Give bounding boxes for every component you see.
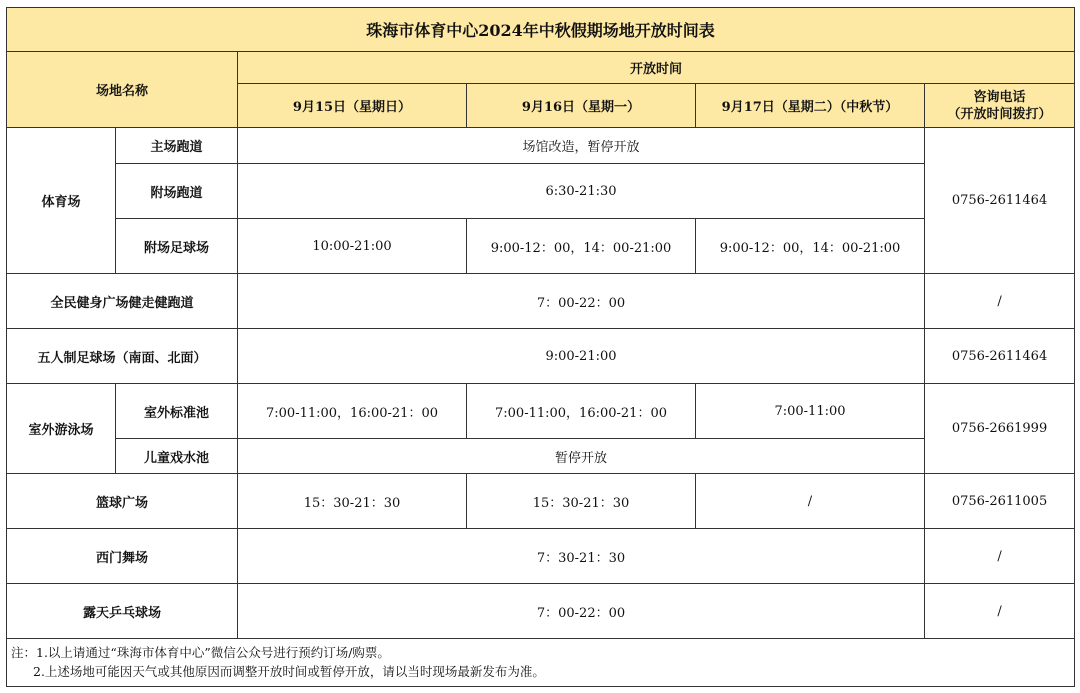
note-line-1: 注：1.以上请通过“珠海市体育中心”微信公众号进行预约订场/购票。	[11, 645, 390, 660]
outdoor-pool-phone: 0756-2661999	[925, 384, 1075, 474]
day1-header: 9月15日（星期日）	[238, 84, 467, 128]
west-gate-dance-time: 7：30-21：30	[238, 529, 925, 584]
sub-venue-main-track: 主场跑道	[116, 128, 238, 164]
venue-stadium: 体育场	[7, 128, 116, 274]
five-a-side-time: 9:00-21:00	[238, 329, 925, 384]
table-row	[7, 164, 1075, 219]
sub-venue-aux-track: 附场跑道	[116, 164, 238, 219]
table-row	[7, 529, 1075, 584]
main-track-time: 场馆改造，暂停开放	[238, 128, 925, 164]
table-row	[7, 439, 1075, 474]
venue-fitness-walkway: 全民健身广场健走健跑道	[7, 274, 238, 329]
day2-header: 9月16日（星期一）	[467, 84, 696, 128]
venue-five-a-side: 五人制足球场（南面、北面）	[7, 329, 238, 384]
table-row	[7, 329, 1075, 384]
open-time-header: 开放时间	[238, 52, 1075, 84]
venue-outdoor-pool: 室外游泳场	[7, 384, 116, 474]
table-row	[7, 274, 1075, 329]
phone-header	[925, 84, 1075, 128]
sub-venue-kids-pool: 儿童戏水池	[116, 439, 238, 474]
day3-header: 9月17日（星期二）（中秋节）	[696, 84, 925, 128]
fitness-walkway-time: 7：00-22：00	[238, 274, 925, 329]
venue-west-gate-dance: 西门舞场	[7, 529, 238, 584]
standard-pool-day3: 7:00-11:00	[696, 384, 925, 439]
table-tennis-time: 7：00-22：00	[238, 584, 925, 639]
five-a-side-phone: 0756-2611464	[925, 329, 1075, 384]
basketball-day2: 15：30-21：30	[467, 474, 696, 529]
table-tennis-phone: /	[925, 584, 1075, 639]
table-row	[7, 384, 1075, 439]
aux-track-time: 6:30-21:30	[238, 164, 925, 219]
fitness-walkway-phone: /	[925, 274, 1075, 329]
basketball-phone: 0756-2611005	[925, 474, 1075, 529]
sub-venue-aux-football: 附场足球场	[116, 219, 238, 274]
table-row	[7, 219, 1075, 274]
west-gate-dance-phone: /	[925, 529, 1075, 584]
table-row	[7, 584, 1075, 639]
basketball-day1: 15：30-21：30	[238, 474, 467, 529]
venue-basketball: 篮球广场	[7, 474, 238, 529]
standard-pool-day2: 7:00-11:00，16:00-21：00	[467, 384, 696, 439]
phone-header-line2: （开放时间拨打）	[947, 106, 1052, 122]
aux-football-day1: 10:00-21:00	[238, 219, 467, 274]
notes	[7, 639, 1075, 687]
kids-pool-time: 暂停开放	[238, 439, 925, 474]
table-row	[7, 128, 1075, 164]
venue-name-header: 场地名称	[7, 52, 238, 128]
aux-football-day3: 9:00-12：00，14：00-21:00	[696, 219, 925, 274]
table-row	[7, 639, 1075, 687]
basketball-day3: /	[696, 474, 925, 529]
sub-venue-standard-pool: 室外标准池	[116, 384, 238, 439]
note-line-2: 2.上述场地可能因天气或其他原因而调整开放时间或暂停开放，请以当时现场最新发布为准。	[33, 664, 545, 679]
table-row	[7, 474, 1075, 529]
standard-pool-day1: 7:00-11:00，16:00-21：00	[238, 384, 467, 439]
phone-header-line1: 咨询电话	[973, 89, 1026, 105]
aux-football-day2: 9:00-12：00，14：00-21:00	[467, 219, 696, 274]
schedule-table	[6, 7, 1075, 687]
stadium-phone: 0756-2611464	[925, 128, 1075, 274]
page-title: 珠海市体育中心2024年中秋假期场地开放时间表	[7, 8, 1075, 52]
venue-table-tennis: 露天乒乓球场	[7, 584, 238, 639]
